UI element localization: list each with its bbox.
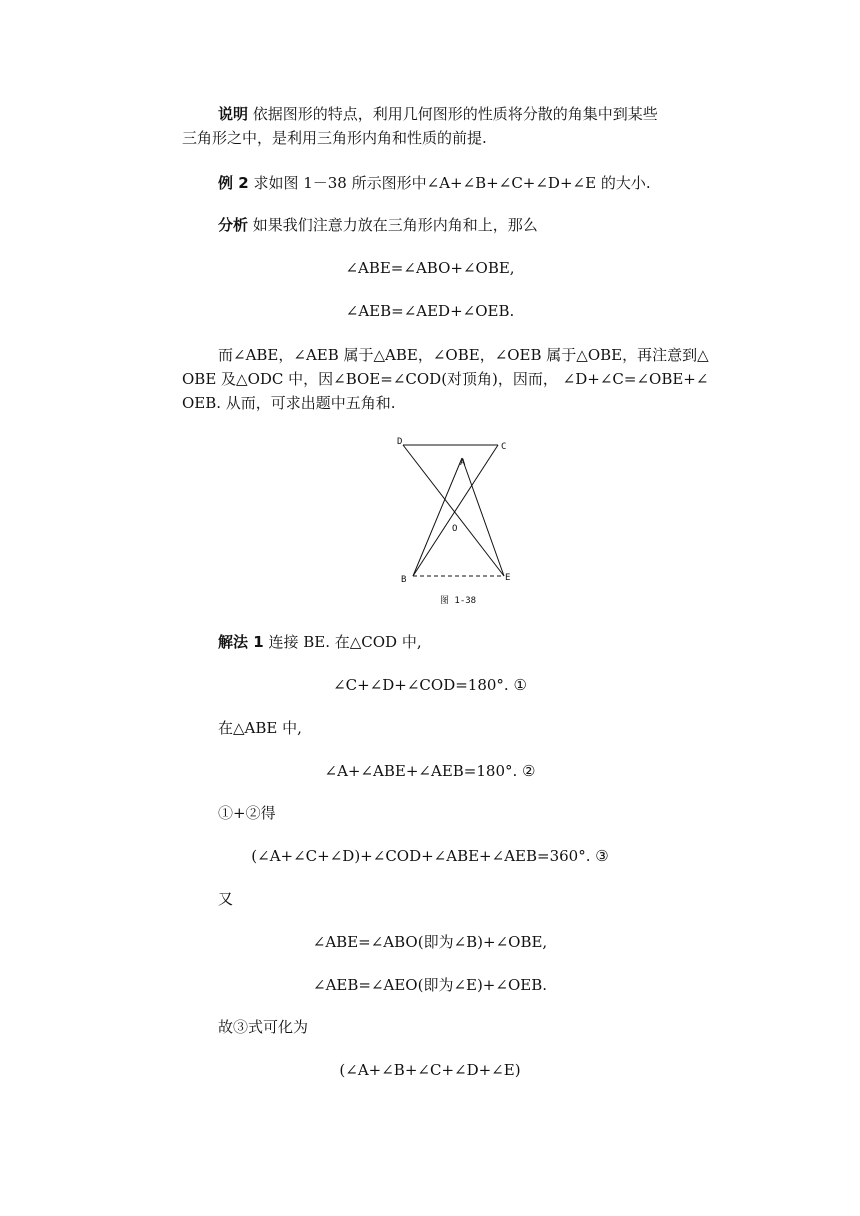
label-a: A [460,458,466,468]
analysis-equation-1: ∠ABE=∠ABO+∠OBE, [345,259,515,277]
analysis-line [218,212,538,238]
solution-equation-5: ∠AEB=∠AEO(即为∠E)+∠OEB. [313,976,547,994]
note-text-1: 依据图形的特点，利用几何图形的性质将分散的角集中到某些 [252,105,658,123]
solution-sum: ①+②得 [218,804,276,822]
example-label: 例 2 [218,174,249,192]
note-line-1 [218,101,658,127]
analysis-equation-2: ∠AEB=∠AED+∠OEB. [345,302,515,320]
analysis-label: 分析 [218,216,249,234]
solution-again: 又 [218,890,234,908]
example-line [218,170,651,196]
label-d: D [397,437,403,447]
analysis-text: 如果我们注意力放在三角形内角和上，那么 [252,216,538,234]
label-b: B [401,575,407,585]
analysis-paragraph-line-3: OEB. 从而，可求出题中五角和. [182,394,396,412]
geometry-figure [390,432,520,612]
example-text: 求如图 1－38 所示图形中∠A+∠B+∠C+∠D+∠E 的大小. [253,174,651,192]
solution-label: 解法 1 [218,633,264,651]
solution-equation-4: ∠ABE=∠ABO(即为∠B)+∠OBE, [312,933,548,951]
solution-equation-2: ∠A+∠ABE+∠AEB=180°. ② [324,762,536,780]
solution-equation-3: (∠A+∠C+∠D)+∠COD+∠ABE+∠AEB=360°. ③ [251,847,609,865]
solution-text: 连接 BE. 在△COD 中, [268,633,422,651]
segment-de [403,445,504,576]
segment-ab [413,458,462,576]
analysis-paragraph-line-2: OBE 及△ODC 中，因∠BOE=∠COD(对顶角)，因而， ∠D+∠C=∠OBE+∠ [182,370,709,388]
label-e: E [505,573,511,583]
solution-line [218,629,422,655]
note-line-2: 三角形之中，是利用三角形内角和性质的前提. [182,129,487,147]
figure-caption: 图 1-38 [440,596,477,606]
solution-equation-1: ∠C+∠D+∠COD=180°. ① [333,676,527,694]
segment-ae [462,458,504,576]
label-c: C [501,442,507,452]
solution-therefore: 故③式可化为 [218,1018,309,1036]
label-o: O [452,524,458,534]
solution-equation-6: (∠A+∠B+∠C+∠D+∠E) [339,1061,521,1079]
analysis-paragraph-line-1: 而∠ABE，∠AEB 属于△ABE，∠OBE，∠OEB 属于△OBE，再注意到△ [218,346,709,364]
segment-cb [413,445,498,576]
note-label: 说明 [218,105,249,123]
solution-in-abe: 在△ABE 中, [218,719,302,737]
